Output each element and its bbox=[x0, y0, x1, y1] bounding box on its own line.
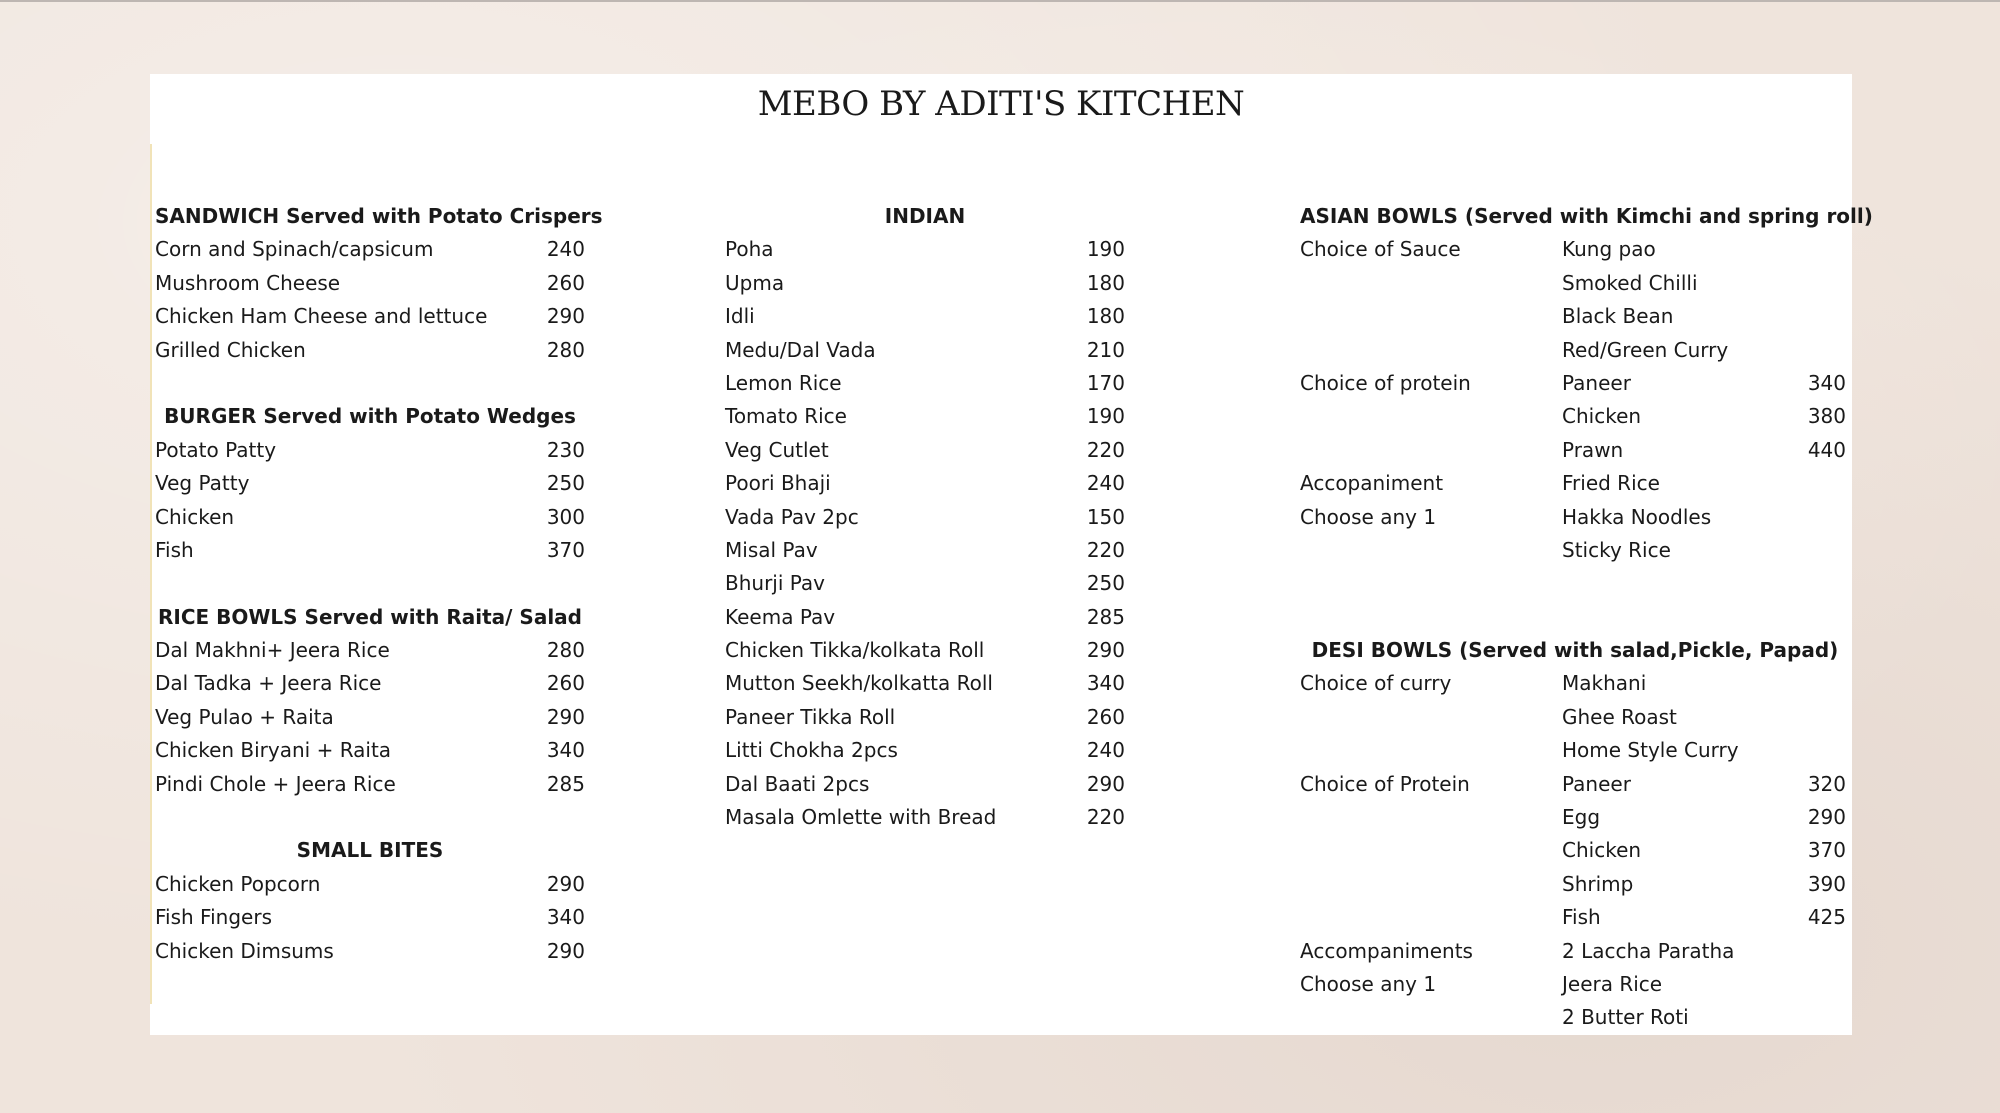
spacer bbox=[1300, 567, 1850, 600]
asian-bowls-list bbox=[1300, 233, 1850, 567]
menu-item bbox=[725, 233, 1125, 266]
menu-item bbox=[155, 634, 585, 667]
menu-item-price: 290 bbox=[546, 304, 585, 329]
section-heading-indian: INDIAN bbox=[884, 204, 966, 228]
bowl-choice-label: Choose any 1 bbox=[1300, 971, 1437, 996]
menu-item bbox=[155, 868, 585, 901]
menu-item-name: Medu/Dal Vada bbox=[725, 337, 876, 362]
menu-item-price: 180 bbox=[1086, 304, 1125, 329]
desi-bowls-list bbox=[1300, 667, 1850, 1034]
bowl-option-row bbox=[1300, 367, 1850, 400]
bowl-option-name: Makhani bbox=[1562, 671, 1647, 696]
bowl-option-name: Paneer bbox=[1562, 370, 1631, 395]
bowl-choice-label: Accompaniments bbox=[1300, 938, 1473, 963]
menu-item-price: 250 bbox=[1086, 571, 1125, 596]
bowl-option-name: Paneer bbox=[1562, 771, 1631, 796]
menu-item-price: 180 bbox=[1086, 270, 1125, 295]
bowl-option-name: Chicken bbox=[1562, 404, 1642, 429]
menu-item-name: Masala Omlette with Bread bbox=[725, 805, 997, 830]
menu-item-name: Fish Fingers bbox=[155, 905, 272, 930]
menu-item-name: Veg Cutlet bbox=[725, 437, 829, 462]
bowl-option-name: Home Style Curry bbox=[1562, 738, 1739, 763]
menu-item bbox=[155, 534, 585, 567]
menu-item bbox=[155, 467, 585, 500]
bowl-choice-label: Choice of curry bbox=[1300, 671, 1452, 696]
menu-column-right bbox=[1300, 200, 1873, 1035]
section-heading-small-bites: SMALL BITES bbox=[296, 838, 444, 863]
menu-item-price: 250 bbox=[546, 471, 585, 496]
menu-item-price: 150 bbox=[1086, 504, 1125, 529]
menu-item-price: 290 bbox=[546, 871, 585, 896]
menu-item-price: 260 bbox=[1086, 704, 1125, 729]
menu-item-price: 170 bbox=[1086, 370, 1125, 395]
menu-item bbox=[725, 400, 1125, 433]
menu-item bbox=[725, 267, 1125, 300]
bowl-option-name: 2 Laccha Paratha bbox=[1562, 938, 1735, 963]
menu-item-name: Bhurji Pav bbox=[725, 571, 826, 596]
menu-item-price: 240 bbox=[1086, 738, 1125, 763]
menu-item bbox=[725, 467, 1125, 500]
menu-item bbox=[725, 667, 1125, 700]
menu-item bbox=[725, 434, 1125, 467]
menu-item-price: 290 bbox=[1086, 638, 1125, 663]
sandwich-list bbox=[155, 233, 585, 367]
menu-item-price: 220 bbox=[1086, 805, 1125, 830]
menu-item-price: 240 bbox=[546, 237, 585, 262]
bowl-option-price: 320 bbox=[1807, 771, 1846, 796]
menu-item-price: 280 bbox=[546, 638, 585, 663]
menu-item-name: Mutton Seekh/kolkatta Roll bbox=[725, 671, 993, 696]
menu-item-name: Keema Pav bbox=[725, 604, 836, 629]
bowl-option-row bbox=[1300, 968, 1850, 1001]
menu-item-name: Poha bbox=[725, 237, 774, 262]
menu-item bbox=[155, 233, 585, 266]
menu-item-price: 290 bbox=[546, 938, 585, 963]
menu-item bbox=[155, 267, 585, 300]
small-bites-list bbox=[155, 868, 585, 968]
bowl-option-name: Sticky Rice bbox=[1562, 537, 1671, 562]
bowl-option-row bbox=[1300, 935, 1850, 968]
menu-item-price: 260 bbox=[546, 270, 585, 295]
bowl-choice-label: Choose any 1 bbox=[1300, 504, 1437, 529]
bowl-option-row bbox=[1300, 434, 1850, 467]
bowl-option-row bbox=[1300, 267, 1850, 300]
bowl-option-row bbox=[1300, 334, 1850, 367]
section-heading-sandwich: SANDWICH Served with Potato Crispers bbox=[155, 204, 603, 228]
menu-item-price: 300 bbox=[546, 504, 585, 529]
bowl-option-name: Egg bbox=[1562, 805, 1601, 830]
bowl-option-name: Prawn bbox=[1562, 437, 1624, 462]
bowl-option-row bbox=[1300, 1001, 1850, 1034]
menu-item bbox=[725, 601, 1125, 634]
bowl-option-row bbox=[1300, 300, 1850, 333]
menu-item-name: Potato Patty bbox=[155, 437, 277, 462]
menu-item-name: Mushroom Cheese bbox=[155, 270, 341, 295]
menu-item-name: Chicken bbox=[155, 504, 235, 529]
bowl-option-row bbox=[1300, 467, 1850, 500]
section-heading-burger: BURGER Served with Potato Wedges bbox=[164, 404, 576, 429]
menu-item bbox=[155, 434, 585, 467]
spacer bbox=[1300, 601, 1850, 634]
menu-column-middle bbox=[725, 200, 1125, 834]
menu-item-name: Chicken Popcorn bbox=[155, 871, 321, 896]
menu-item bbox=[155, 701, 585, 734]
menu-item-name: Vada Pav 2pc bbox=[725, 504, 859, 529]
menu-item bbox=[155, 334, 585, 367]
bowl-option-name: Black Bean bbox=[1562, 304, 1674, 329]
top-border bbox=[0, 0, 2000, 2]
bowl-option-row bbox=[1300, 801, 1850, 834]
menu-item-price: 260 bbox=[546, 671, 585, 696]
menu-column-left bbox=[155, 200, 603, 968]
bowl-option-name: Hakka Noodles bbox=[1562, 504, 1712, 529]
menu-item-name: Upma bbox=[725, 270, 785, 295]
menu-item bbox=[155, 501, 585, 534]
sheet-edge-line bbox=[150, 144, 152, 1004]
section-heading-rice-bowls: RICE BOWLS Served with Raita/ Salad bbox=[157, 604, 582, 629]
bowl-option-price: 370 bbox=[1807, 838, 1846, 863]
menu-item-price: 340 bbox=[546, 738, 585, 763]
menu-item bbox=[155, 734, 585, 767]
bowl-option-price: 380 bbox=[1807, 404, 1846, 429]
menu-item-name: Misal Pav bbox=[725, 537, 818, 562]
menu-item-name: Fish bbox=[155, 537, 194, 562]
menu-item bbox=[725, 634, 1125, 667]
bowl-option-row bbox=[1300, 400, 1850, 433]
bowl-option-price: 390 bbox=[1807, 871, 1846, 896]
menu-item-name: Litti Chokha 2pcs bbox=[725, 738, 898, 763]
menu-sheet bbox=[150, 74, 1873, 1035]
bowl-option-price: 340 bbox=[1807, 370, 1846, 395]
bowl-choice-label: Choice of Sauce bbox=[1300, 237, 1461, 262]
bowl-option-row bbox=[1300, 233, 1850, 266]
menu-item-name: Lemon Rice bbox=[725, 370, 842, 395]
menu-item-name: Dal Makhni+ Jeera Rice bbox=[155, 638, 390, 663]
bowl-option-name: Smoked Chilli bbox=[1562, 270, 1698, 295]
menu-item bbox=[725, 701, 1125, 734]
bowl-choice-label: Choice of Protein bbox=[1300, 771, 1470, 796]
menu-item bbox=[725, 501, 1125, 534]
bowl-option-row bbox=[1300, 534, 1850, 567]
bowl-option-name: Red/Green Curry bbox=[1562, 337, 1729, 362]
menu-item-name: Grilled Chicken bbox=[155, 337, 306, 362]
section-heading-asian-bowls: ASIAN BOWLS (Served with Kimchi and spring roll) bbox=[1300, 204, 1873, 228]
menu-item bbox=[725, 300, 1125, 333]
bowl-option-name: Jeera Rice bbox=[1562, 971, 1663, 996]
menu-item-price: 240 bbox=[1086, 471, 1125, 496]
menu-item-price: 285 bbox=[1086, 604, 1125, 629]
menu-item-price: 290 bbox=[546, 704, 585, 729]
bowl-option-row bbox=[1300, 768, 1850, 801]
spacer bbox=[155, 567, 585, 600]
bowl-option-price: 425 bbox=[1807, 905, 1846, 930]
menu-item-name: Corn and Spinach/capsicum bbox=[155, 237, 434, 262]
menu-title: MEBO BY ADITI'S KITCHEN bbox=[757, 84, 1245, 124]
menu-item bbox=[725, 334, 1125, 367]
menu-item bbox=[155, 667, 585, 700]
menu-item bbox=[725, 734, 1125, 767]
rice-bowls-list bbox=[155, 634, 585, 801]
menu-item bbox=[725, 768, 1125, 801]
menu-item-price: 340 bbox=[1086, 671, 1125, 696]
menu-item-name: Tomato Rice bbox=[725, 404, 847, 429]
menu-item-price: 220 bbox=[1086, 437, 1125, 462]
bowl-option-row bbox=[1300, 501, 1850, 534]
bowl-option-name: Kung pao bbox=[1562, 237, 1656, 262]
bowl-option-name: 2 Butter Roti bbox=[1562, 1005, 1689, 1030]
menu-item bbox=[155, 300, 585, 333]
spacer bbox=[155, 801, 585, 834]
bowl-option-name: Ghee Roast bbox=[1562, 704, 1677, 729]
bowl-option-row bbox=[1300, 734, 1850, 767]
menu-item bbox=[725, 534, 1125, 567]
menu-item bbox=[725, 801, 1125, 834]
menu-item-name: Poori Bhaji bbox=[725, 471, 831, 496]
bowl-option-price: 290 bbox=[1807, 805, 1846, 830]
menu-item-name: Pindi Chole + Jeera Rice bbox=[155, 771, 396, 796]
bowl-option-row bbox=[1300, 868, 1850, 901]
menu-item-price: 210 bbox=[1086, 337, 1125, 362]
menu-item bbox=[155, 935, 585, 968]
spacer bbox=[155, 367, 585, 400]
menu-item-name: Chicken Dimsums bbox=[155, 938, 334, 963]
bowl-option-price: 440 bbox=[1807, 437, 1846, 462]
menu-item bbox=[155, 901, 585, 934]
menu-item-name: Veg Patty bbox=[155, 471, 250, 496]
menu-item-price: 285 bbox=[546, 771, 585, 796]
menu-item-price: 290 bbox=[1086, 771, 1125, 796]
bowl-choice-label: Accopaniment bbox=[1300, 471, 1444, 496]
menu-item-name: Paneer Tikka Roll bbox=[725, 704, 896, 729]
bowl-choice-label: Choice of protein bbox=[1300, 370, 1471, 395]
menu-item bbox=[155, 768, 585, 801]
menu-item-name: Chicken Ham Cheese and lettuce bbox=[155, 304, 488, 329]
menu-item-price: 190 bbox=[1086, 237, 1125, 262]
menu-item-name: Dal Tadka + Jeera Rice bbox=[155, 671, 382, 696]
menu-item-name: Chicken Tikka/kolkata Roll bbox=[725, 638, 985, 663]
menu-item-name: Dal Baati 2pcs bbox=[725, 771, 870, 796]
bowl-option-name: Fried Rice bbox=[1562, 471, 1660, 496]
menu-item-name: Chicken Biryani + Raita bbox=[155, 738, 392, 763]
bowl-option-name: Shrimp bbox=[1562, 871, 1634, 896]
menu-item-name: Veg Pulao + Raita bbox=[155, 704, 334, 729]
section-heading-desi-bowls: DESI BOWLS (Served with salad,Pickle, Papad) bbox=[1311, 638, 1839, 663]
bowl-option-name: Chicken bbox=[1562, 838, 1642, 863]
menu-item-price: 190 bbox=[1086, 404, 1125, 429]
bowl-option-row bbox=[1300, 834, 1850, 867]
menu-item-price: 370 bbox=[546, 537, 585, 562]
menu-item-price: 220 bbox=[1086, 537, 1125, 562]
bowl-option-name: Fish bbox=[1562, 905, 1601, 930]
menu-item-price: 280 bbox=[546, 337, 585, 362]
menu-item bbox=[725, 567, 1125, 600]
bowl-option-row bbox=[1300, 701, 1850, 734]
bowl-option-row bbox=[1300, 667, 1850, 700]
bowl-option-row bbox=[1300, 901, 1850, 934]
burger-list bbox=[155, 434, 585, 568]
indian-list bbox=[725, 233, 1125, 834]
menu-item-price: 340 bbox=[546, 905, 585, 930]
menu-item-price: 230 bbox=[546, 437, 585, 462]
menu-item bbox=[725, 367, 1125, 400]
menu-item-name: Idli bbox=[725, 304, 755, 329]
